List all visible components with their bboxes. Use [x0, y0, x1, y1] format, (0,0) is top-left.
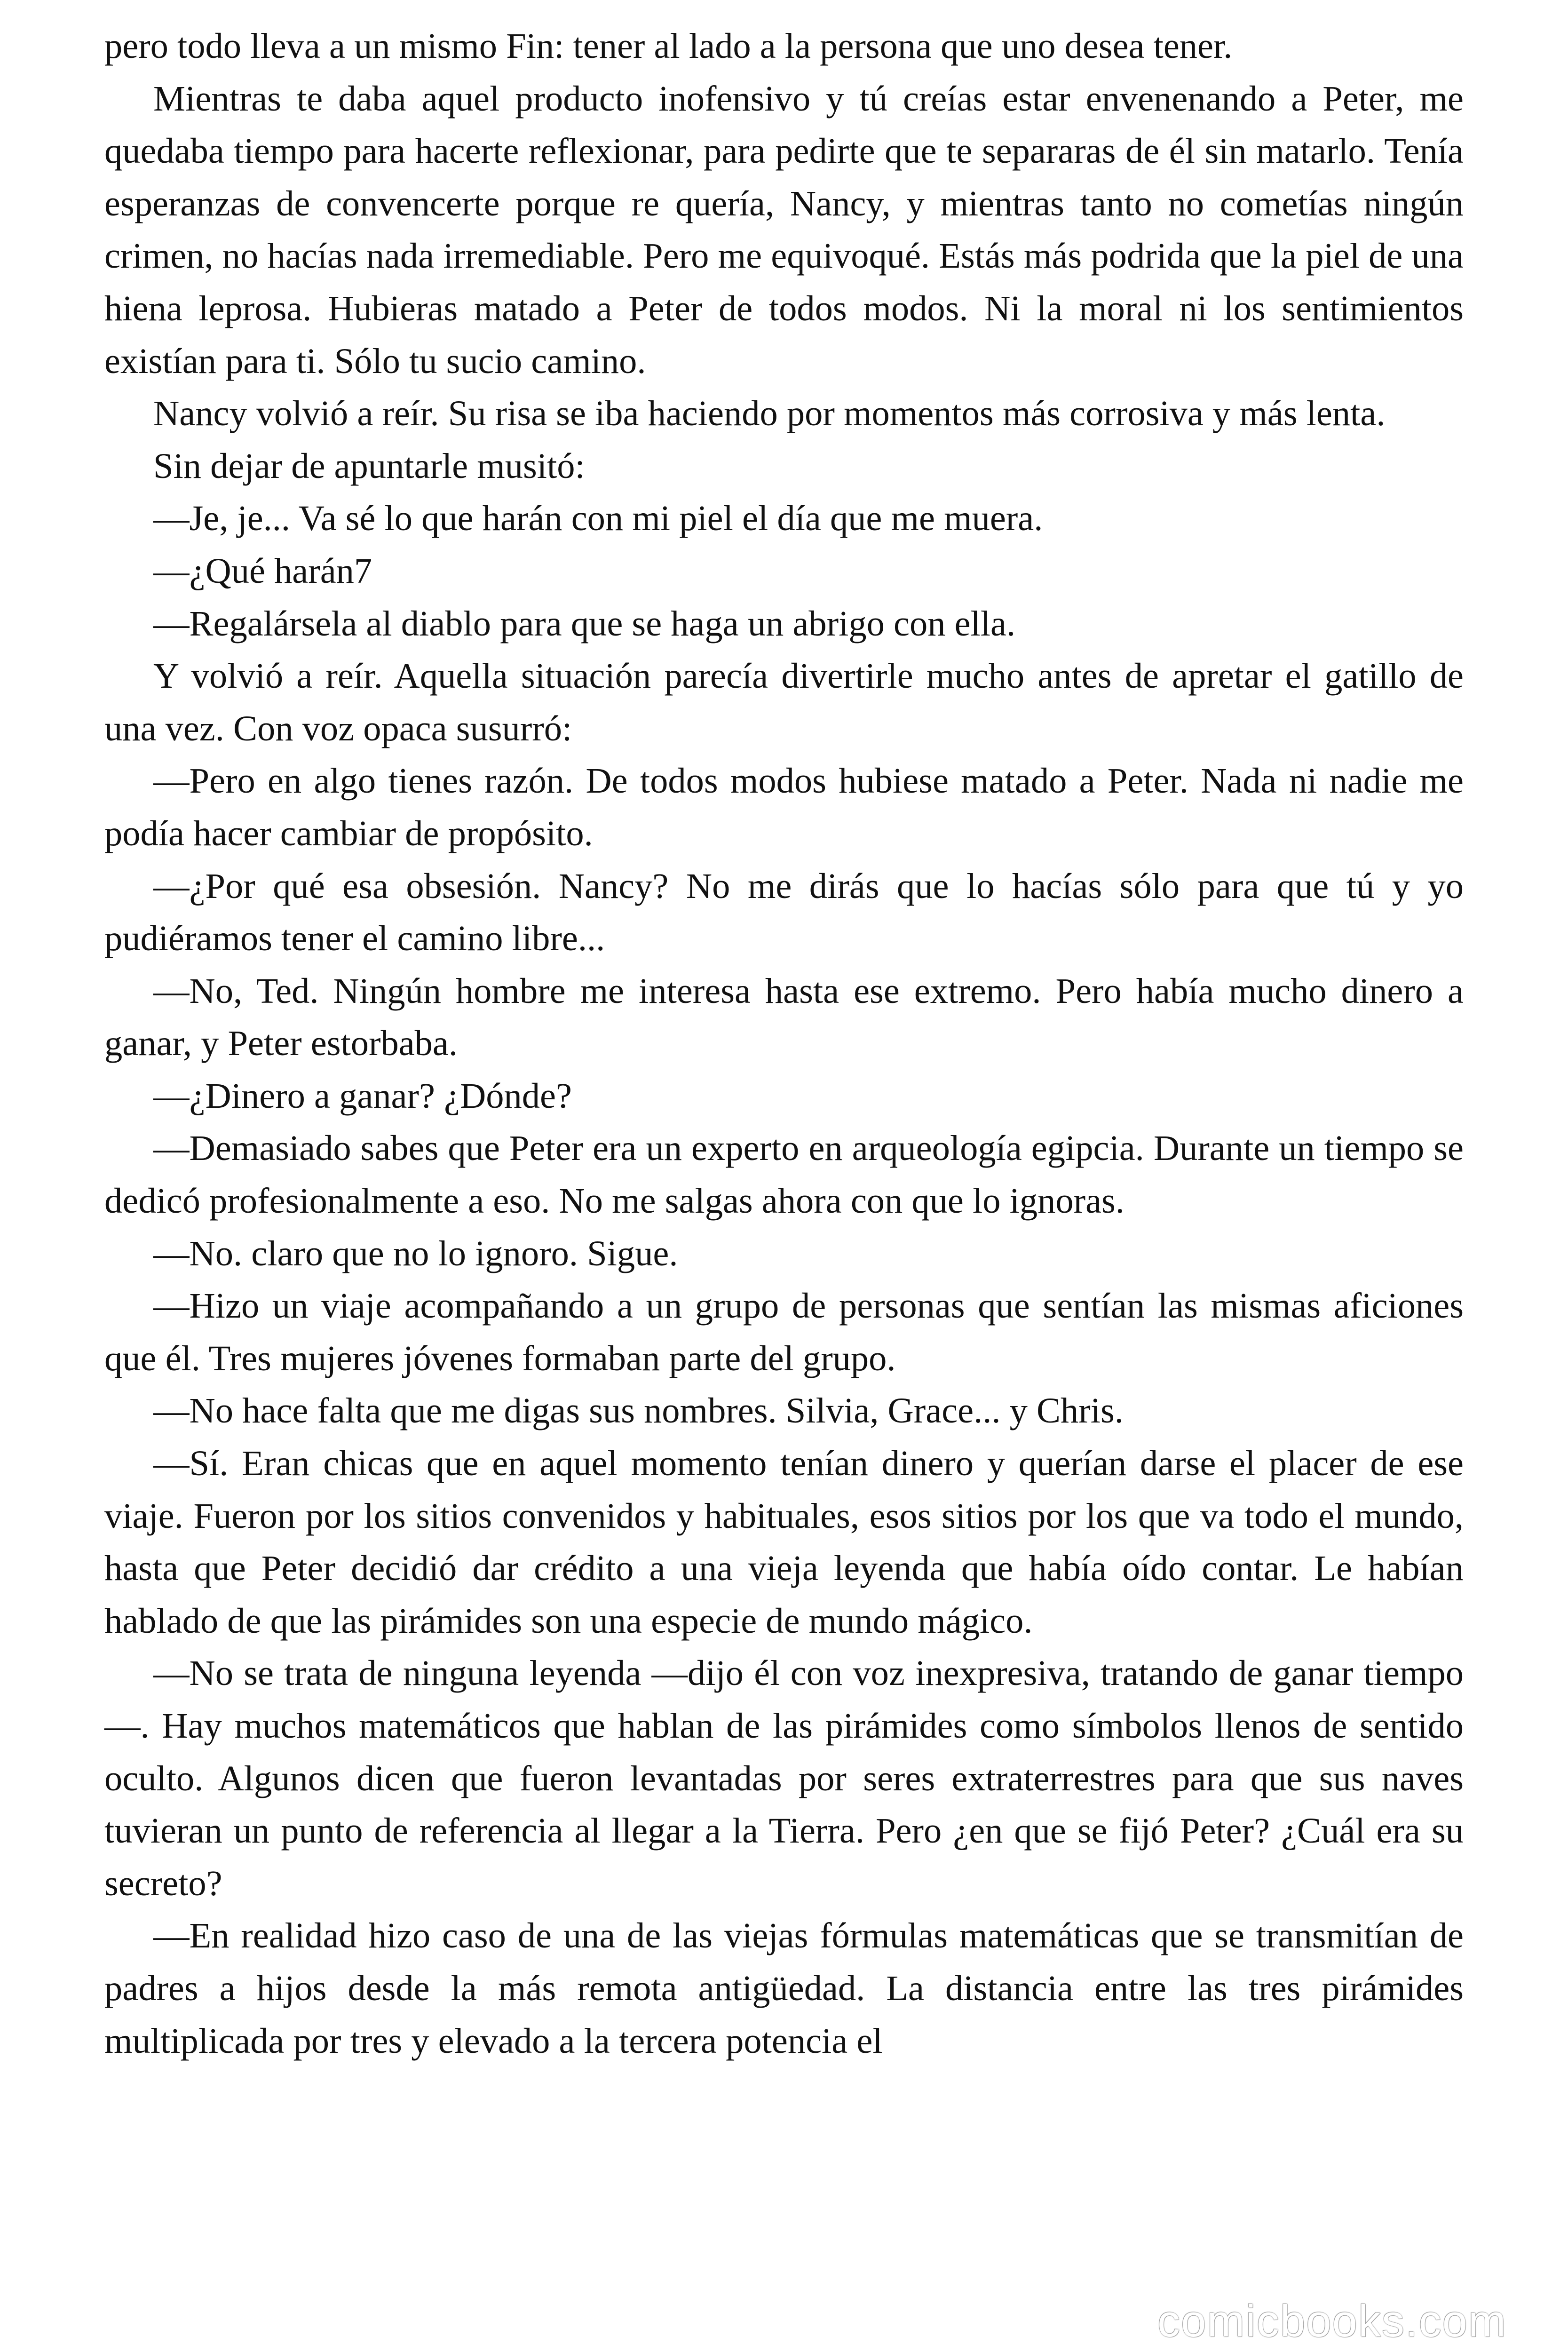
dialogue-line: —Je, je... Va sé lo que harán con mi piel el día que me muera. — [153, 498, 1043, 539]
dialogue-line: —En realidad hizo caso de una de las viejas fórmulas matemáticas que se transmitían de padres a hijos desde la más remota antigüedad. La distancia entre las tres pirámides multiplicada por tres y elevado a la tercera potencia el — [104, 1915, 1464, 2061]
dialogue-line: —No. claro que no lo ignoro. Sigue. — [153, 1233, 678, 1273]
paragraph: pero todo lleva a un mismo Fin: tener al lado a la persona que uno desea tener. — [104, 26, 1233, 66]
dialogue-line: —Sí. Eran chicas que en aquel momento tenían dinero y querían darse el placer de ese viaje. Fueron por los sitios convenidos y habituales, esos sitios por los que va todo el mundo, hasta que Peter decidió dar crédito a una vieja leyenda que había oído contar. Le habían hablado de que las pirámides son una especie de mundo mágico. — [104, 1443, 1464, 1641]
dialogue-line: —No, Ted. Ningún hombre me interesa hasta ese extremo. Pero había mucho dinero a ganar, y Peter estorbaba. — [104, 970, 1464, 1064]
paragraph: Mientras te daba aquel producto inofensivo y tú creías estar envenenando a Peter, me quedaba tiempo para hacerte reflexionar, para pedirte que te separaras de él sin matarlo. Tenía esperanzas de convencerte porque re quería, Nancy, y mientras tanto no cometías ningún crimen, no hacías nada irremediable. Pero me equivoqué. Estás más podrida que la piel de una hiena leprosa. Hubieras matado a Peter de todos modos. Ni la moral ni los sentimientos existían para ti. Sólo tu sucio camino. — [104, 78, 1464, 381]
dialogue-line: —Pero en algo tienes razón. De todos modos hubiese matado a Peter. Nada ni nadie me podía hacer cambiar de propósito. — [104, 761, 1464, 853]
paragraph: Y volvió a reír. Aquella situación parecía divertirle mucho antes de apretar el gatillo de una vez. Con voz opaca susurró: — [104, 656, 1464, 748]
dialogue-line: —¿Qué harán7 — [153, 550, 372, 591]
paragraph: Nancy volvió a reír. Su risa se iba haciendo por momentos más corrosiva y más lenta. — [153, 393, 1386, 434]
dialogue-line: —Demasiado sabes que Peter era un experto en arqueología egipcia. Durante un tiempo se dedicó profesionalmente a eso. No me salgas ahora con que lo ignoras. — [104, 1128, 1464, 1221]
page-text — [104, 20, 1464, 2067]
dialogue-line: —Regalársela al diablo para que se haga un abrigo con ella. — [153, 603, 1016, 644]
dialogue-line: —No hace falta que me digas sus nombres. Silvia, Grace... y Chris. — [153, 1391, 1124, 1431]
dialogue-line: —No se trata de ninguna leyenda —dijo él con voz inexpresiva, tratando de ganar tiempo—. Hay muchos matemáticos que hablan de las pirámides como símbolos llenos de sentido oculto. Algunos dicen que fueron levantadas por seres extraterrestres para que sus naves tuvieran un punto de referencia al llegar a la Tierra. Pero ¿en que se fijó Peter? ¿Cuál era su secreto? — [104, 1653, 1464, 1903]
dialogue-line: —¿Por qué esa obsesión. Nancy? No me dirás que lo hacías sólo para que tú y yo pudiéramos tener el camino libre... — [104, 866, 1464, 959]
dialogue-line: —Hizo un viaje acompañando a un grupo de personas que sentían las mismas aficiones que él. Tres mujeres jóvenes formaban parte del grupo. — [104, 1286, 1464, 1378]
paragraph: Sin dejar de apuntarle musitó: — [153, 445, 585, 486]
watermark-logo: comicbooks.com — [1157, 2296, 1507, 2346]
dialogue-line: —¿Dinero a ganar? ¿Dónde? — [153, 1075, 572, 1116]
